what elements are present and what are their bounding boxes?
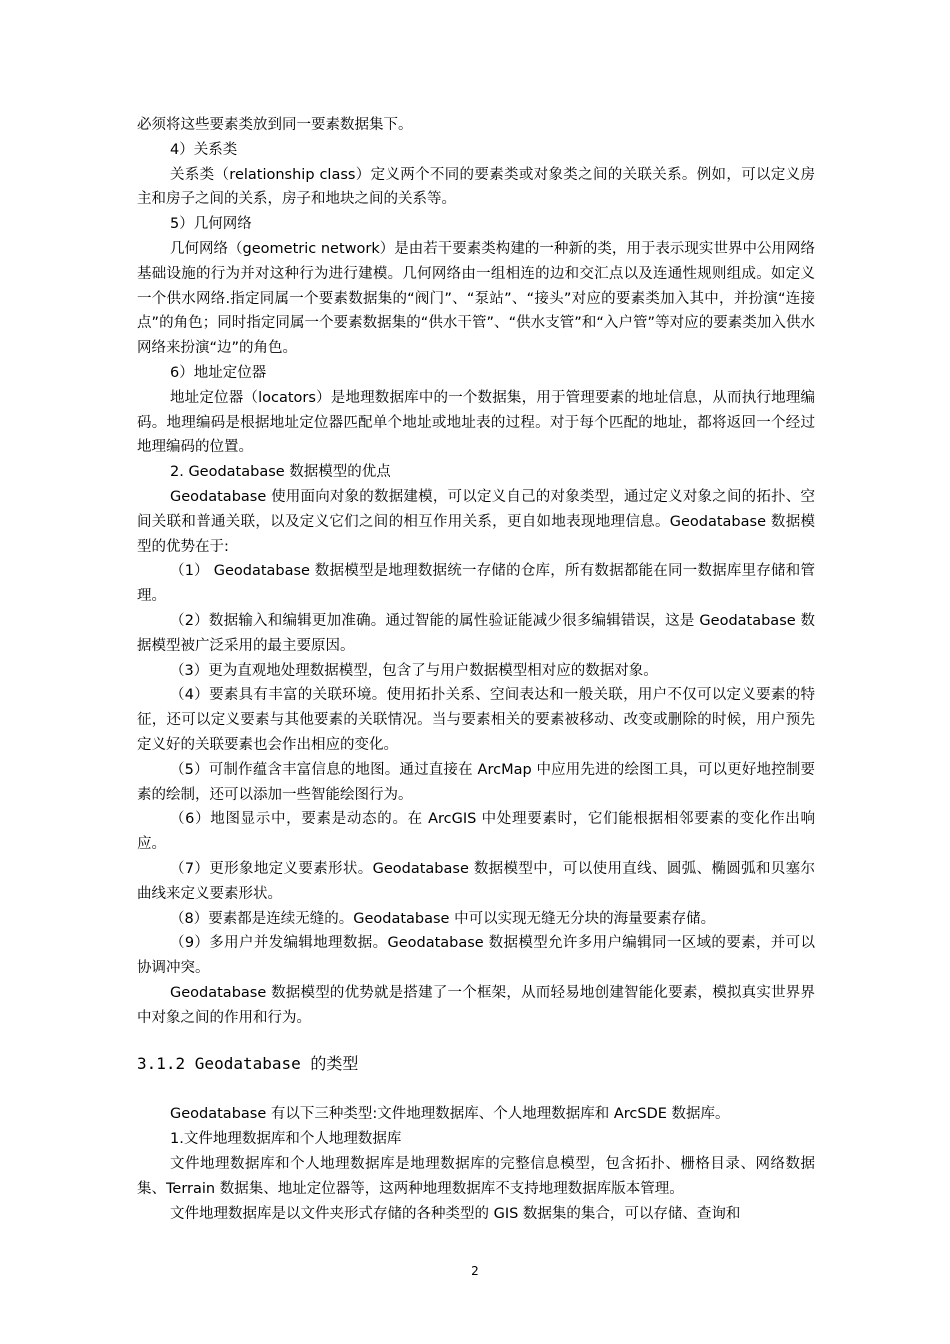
paragraph: （7）更形象地定义要素形状。Geodatabase 数据模型中，可以使用直线、圆弧、椭圆弧和贝塞尔曲线来定义要素形状。	[137, 860, 815, 902]
paragraph: 几何网络（geometric network）是由若干要素类构建的一种新的类，用于表示现实世界中公用网络基础设施的行为并对这种行为进行建模。几何网络由一组相连的边和交汇点以及连通性规则组成。如定义一个供水网络.指定同属一个要素数据集的“阀门”、“泵站”、“接头”对应的要素类加入其中，并扮演“连接点”的角色；同时指定同属一个要素数据集的“供水干管”、“供水支管”和“入户管”等对应的要素类加入供水网络来扮演“边”的角色。	[137, 240, 815, 357]
paragraph: 必须将这些要素类放到同一要素数据集下。	[137, 117, 413, 133]
section-heading: 3.1.2 Geodatabase 的类型	[137, 1054, 359, 1074]
paragraph: 文件地理数据库是以文件夹形式存储的各种类型的 GIS 数据集的集合，可以存储、查询和	[170, 1205, 741, 1222]
paragraph: 4）关系类	[170, 141, 238, 158]
paragraph: 文件地理数据库和个人地理数据库是地理数据库的完整信息模型，包含拓扑、栅格目录、网络数据集、Terrain 数据集、地址定位器等，这两种地理数据库不支持地理数据库版本管理。	[137, 1156, 815, 1197]
paragraph: 地址定位器（locators）是地理数据库中的一个数据集，用于管理要素的地址信息，从而执行地理编码。地理编码是根据地址定位器匹配单个地址或地址表的过程。对于每个匹配的地址，都将返回一个经过地理编码的位置。	[137, 389, 815, 456]
paragraph: 1.文件地理数据库和个人地理数据库	[170, 1131, 402, 1148]
paragraph: （6）地图显示中，要素是动态的。在 ArcGIS 中处理要素时，它们能根据相邻要素的变化作出响应。	[137, 811, 815, 853]
body-text-before-heading	[137, 113, 815, 1030]
paragraph: （1） Geodatabase 数据模型是地理数据统一存储的仓库，所有数据都能在同一数据库里存储和管理。	[137, 563, 815, 605]
page-number: 2	[471, 1264, 479, 1278]
page-content	[137, 113, 815, 1226]
paragraph: 5）几何网络	[170, 216, 252, 233]
paragraph: 6）地址定位器	[170, 364, 267, 381]
paragraph: 2. Geodatabase 数据模型的优点	[170, 464, 391, 481]
paragraph: （2）数据输入和编辑更加准确。通过智能的属性验证能减少很多编辑错误，这是 Geodatabase 数据模型被广泛采用的最主要原因。	[137, 612, 815, 654]
paragraph: （5）可制作蕴含丰富信息的地图。通过直接在 ArcMap 中应用先进的绘图工具，可以更好地控制要素的绘制，还可以添加一些智能绘图行为。	[137, 761, 815, 803]
paragraph: （3）更为直观地处理数据模型，包含了与用户数据模型相对应的数据对象。	[170, 662, 658, 679]
paragraph: Geodatabase 数据模型的优势就是搭建了一个框架，从而轻易地创建智能化要素，模拟真实世界界中对象之间的作用和行为。	[137, 984, 815, 1026]
paragraph: （9）多用户并发编辑地理数据。Geodatabase 数据模型允许多用户编辑同一区域的要素，并可以协调冲突。	[137, 935, 815, 977]
paragraph: （4）要素具有丰富的关联环境。使用拓扑关系、空间表达和一般关联，用户不仅可以定义要素的特征，还可以定义要素与其他要素的关联情况。当与要素相关的要素被移动、改变或删除的时候，用户预先定义好的关联要素也会作出相应的变化。	[137, 687, 815, 753]
paragraph: 关系类（relationship class）定义两个不同的要素类或对象类之间的关联关系。例如，可以定义房主和房子之间的关系，房子和地块之间的关系等。	[137, 166, 815, 208]
paragraph: Geodatabase 有以下三种类型:文件地理数据库、个人地理数据库和 ArcSDE 数据库。	[170, 1106, 730, 1123]
paragraph: Geodatabase 使用面向对象的数据建模，可以定义自己的对象类型，通过定义对象之间的拓扑、空间关联和普通关联，以及定义它们之间的相互作用关系，更自如地表现地理信息。Geodatabase 数据模型的优势在于:	[137, 488, 815, 555]
body-text-after-heading	[137, 1102, 815, 1226]
paragraph: （8）要素都是连续无缝的。Geodatabase 中可以实现无缝无分块的海量要素存储。	[170, 910, 716, 927]
